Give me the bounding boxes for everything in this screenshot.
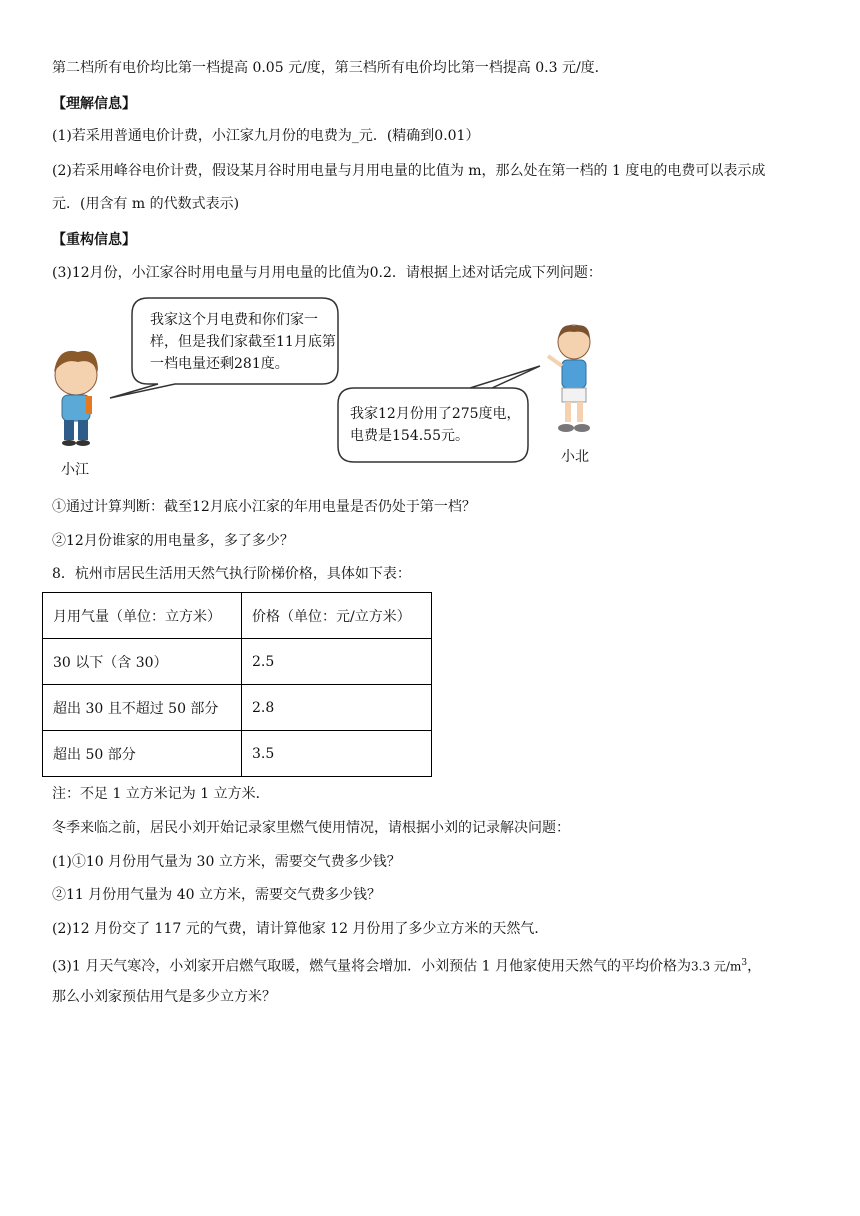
table-row <box>43 685 432 731</box>
table-header-cell: 月用气量（单位：立方米） <box>43 593 242 639</box>
boy-xiaobei-figure <box>548 325 590 432</box>
table-cell: 超出 30 且不超过 50 部分 <box>43 685 242 731</box>
table-cell: 2.8 <box>242 685 432 731</box>
table-cell: 超出 50 部分 <box>43 731 242 777</box>
gas-question-1a: (1)①10 月份用气量为 30 立方米，需要交气费多少钱？ <box>52 854 401 870</box>
gas-question-3-line-2: 那么小刘家预估用气是多少立方米？ <box>52 989 276 1005</box>
table-cell: 2.5 <box>242 639 432 685</box>
table-note: 注：不足 1 立方米记为 1 立方米． <box>52 786 270 802</box>
question-2-line-2: 元．(用含有 m 的代数式表示) <box>52 196 240 212</box>
table-row <box>43 731 432 777</box>
table-header-row <box>43 593 432 639</box>
right-bubble-line-1: 我家12月份用了275度电， <box>350 406 521 422</box>
question-1: (1)若采用普通电价计费，小江家九月份的电费为_元．(精确到0.01） <box>52 128 480 144</box>
pricing-text: 第二档所有电价均比第一档提高 0.05 元/度，第三档所有电价均比第一档提高 0.3 元/度． <box>52 60 609 76</box>
gas-question-3-line-1 <box>52 953 761 977</box>
gas-price-table <box>42 592 432 777</box>
table-cell: 3.5 <box>242 731 432 777</box>
comma: ， <box>747 958 762 975</box>
left-bubble-line-2: 样，但是我们家截至11月底第 <box>150 334 336 350</box>
question-3: (3)12月份，小江家谷时用电量与月用电量的比值为0.2．请根据上述对话完成下列问题： <box>52 265 602 281</box>
left-bubble-line-3: 一档电量还剩281度。 <box>150 356 289 372</box>
gas-question-3-text: (3)1 月天气寒冷，小刘家开启燃气取暖，燃气量将会增加．小刘预估 1 月他家使用天然气的平均价格为 <box>52 958 691 975</box>
name-xiaojiang: 小江 <box>61 462 89 478</box>
question-2-line-1: (2)若采用峰谷电价计费，假设某月谷时用电量与月用电量的比值为 m，那么处在第一档的 1 度电的电费可以表示成 <box>52 163 766 179</box>
table-cell: 30 以下（含 30） <box>43 639 242 685</box>
problem-8-intro: 8．杭州市居民生活用天然气执行阶梯价格，具体如下表： <box>52 566 411 582</box>
section-heading-understand: 【理解信息】 <box>52 96 136 112</box>
section-heading-reconstruct: 【重构信息】 <box>52 232 136 248</box>
table-header-cell: 价格（单位：元/立方米） <box>242 593 432 639</box>
left-bubble-line-1: 我家这个月电费和你们家一 <box>150 312 318 328</box>
name-xiaobei: 小北 <box>561 449 589 465</box>
table-row <box>43 639 432 685</box>
gas-question-2: (2)12 月份交了 117 元的气费，请计算他家 12 月份用了多少立方米的天然气． <box>52 921 549 937</box>
right-bubble-line-2: 电费是154.55元。 <box>350 428 469 444</box>
sub-question-1: ①通过计算判断：截至12月底小江家的年用电量是否仍处于第一档？ <box>52 499 476 515</box>
problem-8-context: 冬季来临之前，居民小刘开始记录家里燃气使用情况，请根据小刘的记录解决问题： <box>52 820 570 836</box>
gas-question-1b: ②11 月份用气量为 40 立方米，需要交气费多少钱？ <box>52 887 381 903</box>
average-price: 3.3 元/m <box>691 959 742 974</box>
cubic-superscript: 3 <box>741 958 748 968</box>
boy-xiaojiang-figure <box>54 351 98 446</box>
sub-question-2: ②12月份谁家的用电量多，多了多少？ <box>52 533 294 549</box>
